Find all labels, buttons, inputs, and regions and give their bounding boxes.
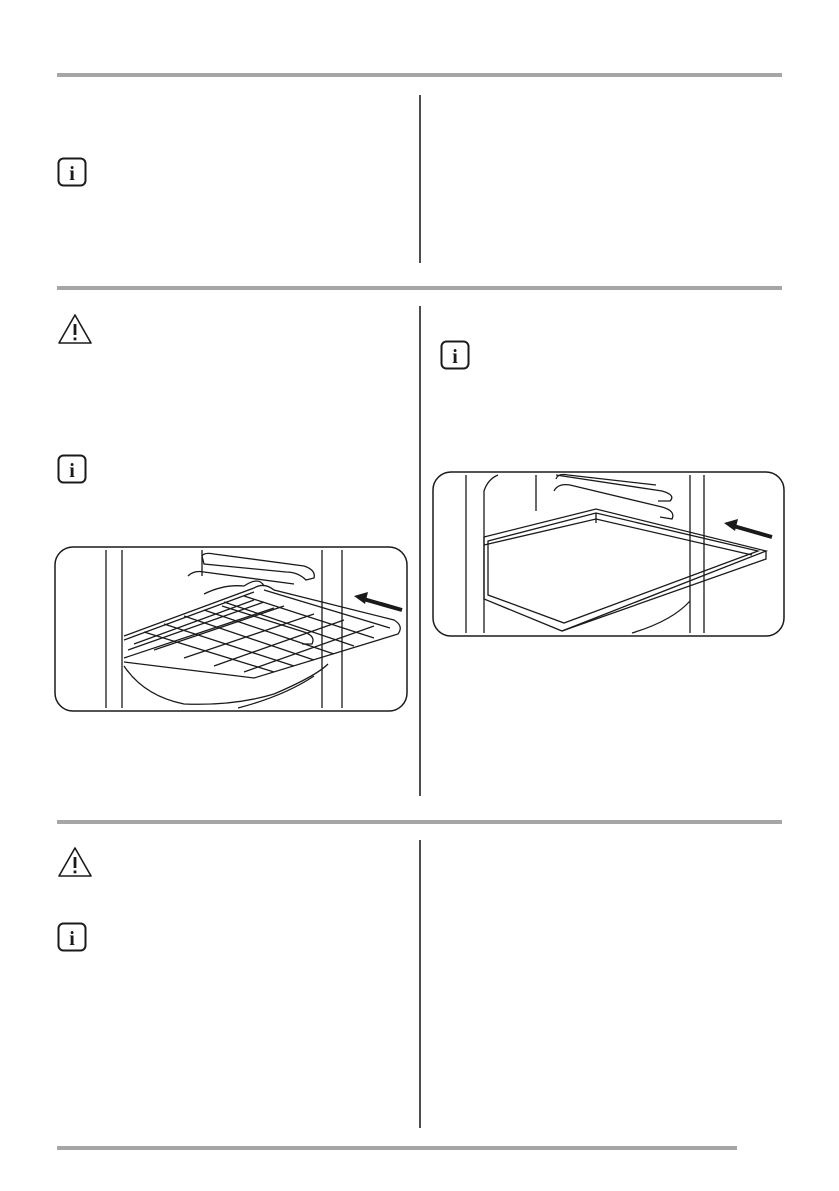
info-icon bbox=[57, 157, 87, 187]
column-divider bbox=[419, 306, 421, 796]
section-top-rule bbox=[57, 73, 782, 77]
svg-text:i: i bbox=[452, 346, 458, 368]
page-footer-rule bbox=[57, 1146, 737, 1150]
wire-shelf-insertion-illustration bbox=[54, 546, 408, 712]
warning-icon bbox=[57, 846, 93, 878]
section-top-rule bbox=[57, 286, 782, 290]
baking-tray-insertion-illustration bbox=[432, 471, 785, 637]
info-icon bbox=[57, 454, 87, 484]
info-icon bbox=[440, 340, 470, 370]
warning-icon bbox=[57, 313, 93, 345]
info-icon bbox=[57, 922, 87, 952]
column-divider bbox=[419, 95, 421, 263]
svg-text:i: i bbox=[69, 928, 75, 950]
column-divider bbox=[419, 840, 421, 1128]
svg-text:i: i bbox=[69, 460, 75, 482]
section-top-rule bbox=[57, 820, 782, 824]
svg-text:i: i bbox=[69, 163, 75, 185]
